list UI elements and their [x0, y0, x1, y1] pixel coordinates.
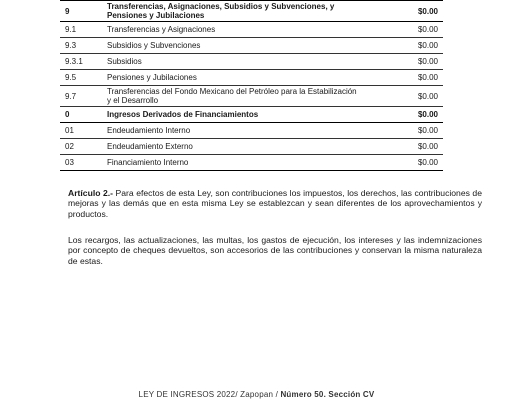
row-description: Transferencias del Fondo Mexicano del Petróleo para la Estabilización y el Desarrollo: [102, 86, 365, 107]
row-amount: $0.00: [365, 1, 443, 22]
table-row: [60, 70, 443, 86]
row-description: Endeudamiento Interno: [102, 123, 365, 139]
row-code: 9.3: [60, 38, 102, 54]
table-row: [60, 123, 443, 139]
row-description: Transferencias y Asignaciones: [102, 22, 365, 38]
row-code: 02: [60, 139, 102, 155]
table-row: [60, 38, 443, 54]
row-description: Pensiones y Jubilaciones: [102, 70, 365, 86]
row-description: Transferencias, Asignaciones, Subsidios y Subvenciones, y Pensiones y Jubilaciones: [102, 1, 365, 22]
row-code: 9.1: [60, 22, 102, 38]
row-amount: $0.00: [365, 107, 443, 123]
article-heading: Artículo 2.-: [68, 188, 114, 198]
row-amount: $0.00: [365, 38, 443, 54]
table-row: [60, 107, 443, 123]
row-code: 9.7: [60, 86, 102, 107]
income-table-body: [60, 1, 443, 171]
row-description: Ingresos Derivados de Financiamientos: [102, 107, 365, 123]
income-table: [60, 0, 443, 171]
row-code: 01: [60, 123, 102, 139]
table-row: [60, 86, 443, 107]
row-code: 03: [60, 155, 102, 171]
row-code: 0: [60, 107, 102, 123]
row-code: 9: [60, 1, 102, 22]
row-description: Financiamiento Interno: [102, 155, 365, 171]
row-amount: $0.00: [365, 123, 443, 139]
row-amount: $0.00: [365, 155, 443, 171]
row-amount: $0.00: [365, 86, 443, 107]
footer-issue: Número 50. Sección CV: [280, 390, 375, 399]
page-footer: [0, 390, 513, 399]
row-description: Subsidios y Subvenciones: [102, 38, 365, 54]
row-amount: $0.00: [365, 139, 443, 155]
article-body: Para efectos de esta Ley, son contribuciones los impuestos, los derechos, las contribuciones de mejoras y las demás que en esta misma Ley se establezcan y sean diferentes de los aprovechamientos y productos.: [68, 188, 482, 219]
row-description: Endeudamiento Externo: [102, 139, 365, 155]
table-row: [60, 139, 443, 155]
row-amount: $0.00: [365, 54, 443, 70]
row-description: Subsidios: [102, 54, 365, 70]
row-amount: $0.00: [365, 22, 443, 38]
table-row: [60, 1, 443, 22]
table-row: [60, 155, 443, 171]
footer-title: LEY DE INGRESOS 2022/ Zapopan /: [138, 390, 281, 399]
article-2-paragraph: [68, 188, 482, 219]
row-amount: $0.00: [365, 70, 443, 86]
table-row: [60, 22, 443, 38]
accessories-paragraph: Los recargos, las actualizaciones, las multas, los gastos de ejecución, los intereses y las indemnizaciones por concepto de cheques devueltos, son accesorios de las contribuciones y conservan la misma naturaleza de estas.: [68, 235, 482, 266]
table-row: [60, 54, 443, 70]
row-code: 9.5: [60, 70, 102, 86]
row-code: 9.3.1: [60, 54, 102, 70]
